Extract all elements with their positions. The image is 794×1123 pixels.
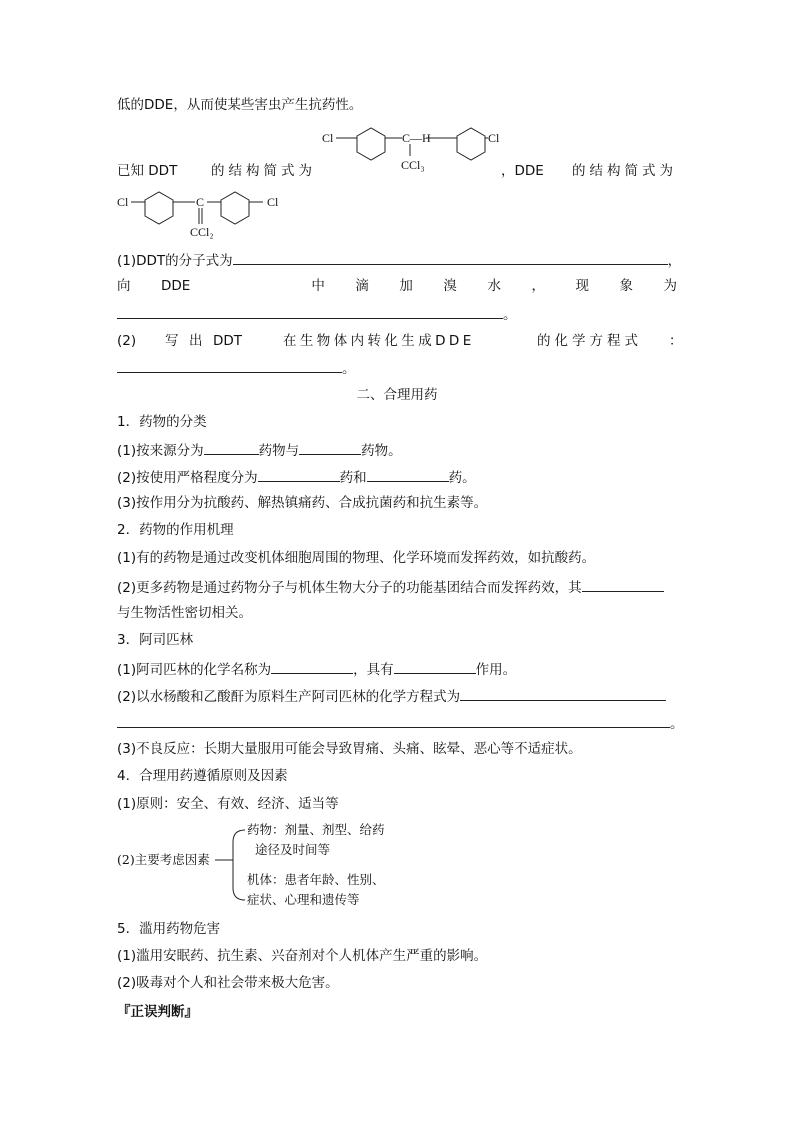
dde-structure <box>117 194 297 244</box>
q1-phenomenon-line: 向 DDE 中 滴 加 溴 水 ， 现 象 为 <box>117 278 677 294</box>
s1-function-line: (3)按作用分为抗酸药、解热镇痛药、合成抗菌药和抗生素等。 <box>117 495 488 511</box>
answer-blank[interactable] <box>233 250 668 265</box>
s3-title: 3．阿司匹林 <box>117 632 194 648</box>
drug-factor-1: 药物：剂量、剂型、给药 <box>247 822 385 837</box>
s3-side-effects: (3)不良反应：长期大量服用可能会导致胃痛、头痛、眩晕、恶心等不适症状。 <box>117 741 582 757</box>
s5-title: 5．滥用药物危害 <box>117 921 221 937</box>
body-factor-1: 机体：患者年龄、性别、 <box>247 872 385 887</box>
s4-title: 4．合理用药遵循原则及因素 <box>117 768 288 784</box>
ddt-structure <box>322 126 502 176</box>
answer-blank[interactable] <box>582 577 664 592</box>
answer-blank[interactable] <box>117 358 342 373</box>
judge-heading: 『正误判断』 <box>117 1004 198 1020</box>
answer-blank[interactable] <box>117 713 670 728</box>
s1-strictness-line: (2)按使用严格程度分为 药和 药。 <box>117 467 476 487</box>
s3-name-line: (1)阿司匹林的化学名称为 ，具有 作用。 <box>117 659 516 679</box>
ddt-cl-right: Cl <box>488 131 500 145</box>
answer-blank[interactable] <box>258 467 340 482</box>
answer-blank[interactable] <box>299 440 361 455</box>
dde-c: C <box>196 195 205 209</box>
answer-blank[interactable] <box>367 467 449 482</box>
s3-equation-line-2: 。 <box>117 713 684 733</box>
dde-cl-left: Cl <box>117 195 129 209</box>
ddt-ccl3: CCl₃ <box>401 158 425 172</box>
answer-blank[interactable] <box>271 659 353 674</box>
s1-title: 1．药物的分类 <box>117 414 207 430</box>
dde-ccl2: CCl₂ <box>190 225 214 239</box>
section-title: 二、合理用药 <box>356 387 438 403</box>
s5-line-a: (1)滥用安眠药、抗生素、兴奋剂对个人机体产生严重的影响。 <box>117 948 488 964</box>
s4-principle: (1)原则：安全、有效、经济、适当等 <box>117 796 339 812</box>
s1-source-line: (1)按来源分为 药物与 药物。 <box>117 440 402 460</box>
q1-formula-line: (1)DDT的分子式为 ， <box>117 250 681 270</box>
s3-equation-line: (2)以水杨酸和乙酸酐为原料生产阿司匹林的化学方程式为 <box>117 686 666 706</box>
factors-label: (2)主要考虑因素 <box>117 852 210 867</box>
s5-line-b: (2)吸毒对个人和社会带来极大危害。 <box>117 975 339 991</box>
drug-factor-2: 途径及时间等 <box>255 842 331 857</box>
body-factor-2: 症状、心理和遗传等 <box>247 892 360 907</box>
s4-factors-diagram <box>117 820 417 912</box>
q1-answer-line: 。 <box>117 304 517 324</box>
ddt-ch: C—H <box>402 131 431 145</box>
answer-blank[interactable] <box>460 686 666 701</box>
answer-blank[interactable] <box>117 304 503 319</box>
answer-blank[interactable] <box>394 659 476 674</box>
s2-line-a: (1)有的药物是通过改变机体细胞周围的物理、化学环境而发挥药效，如抗酸药。 <box>117 550 596 566</box>
s2-line-b2: 与生物活性密切相关。 <box>117 605 252 621</box>
s2-title: 2．药物的作用机理 <box>117 522 234 538</box>
dde-cl-right: Cl <box>267 195 279 209</box>
answer-blank[interactable] <box>204 440 259 455</box>
q2-answer-line: 。 <box>117 358 356 378</box>
ddt-cl-left: Cl <box>322 131 334 145</box>
intro-line: 低的DDE，从而使某些害虫产生抗药性。 <box>117 97 363 113</box>
s2-line-b: (2)更多药物是通过药物分子与机体生物大分子的功能基团结合而发挥药效，其 <box>117 577 664 597</box>
